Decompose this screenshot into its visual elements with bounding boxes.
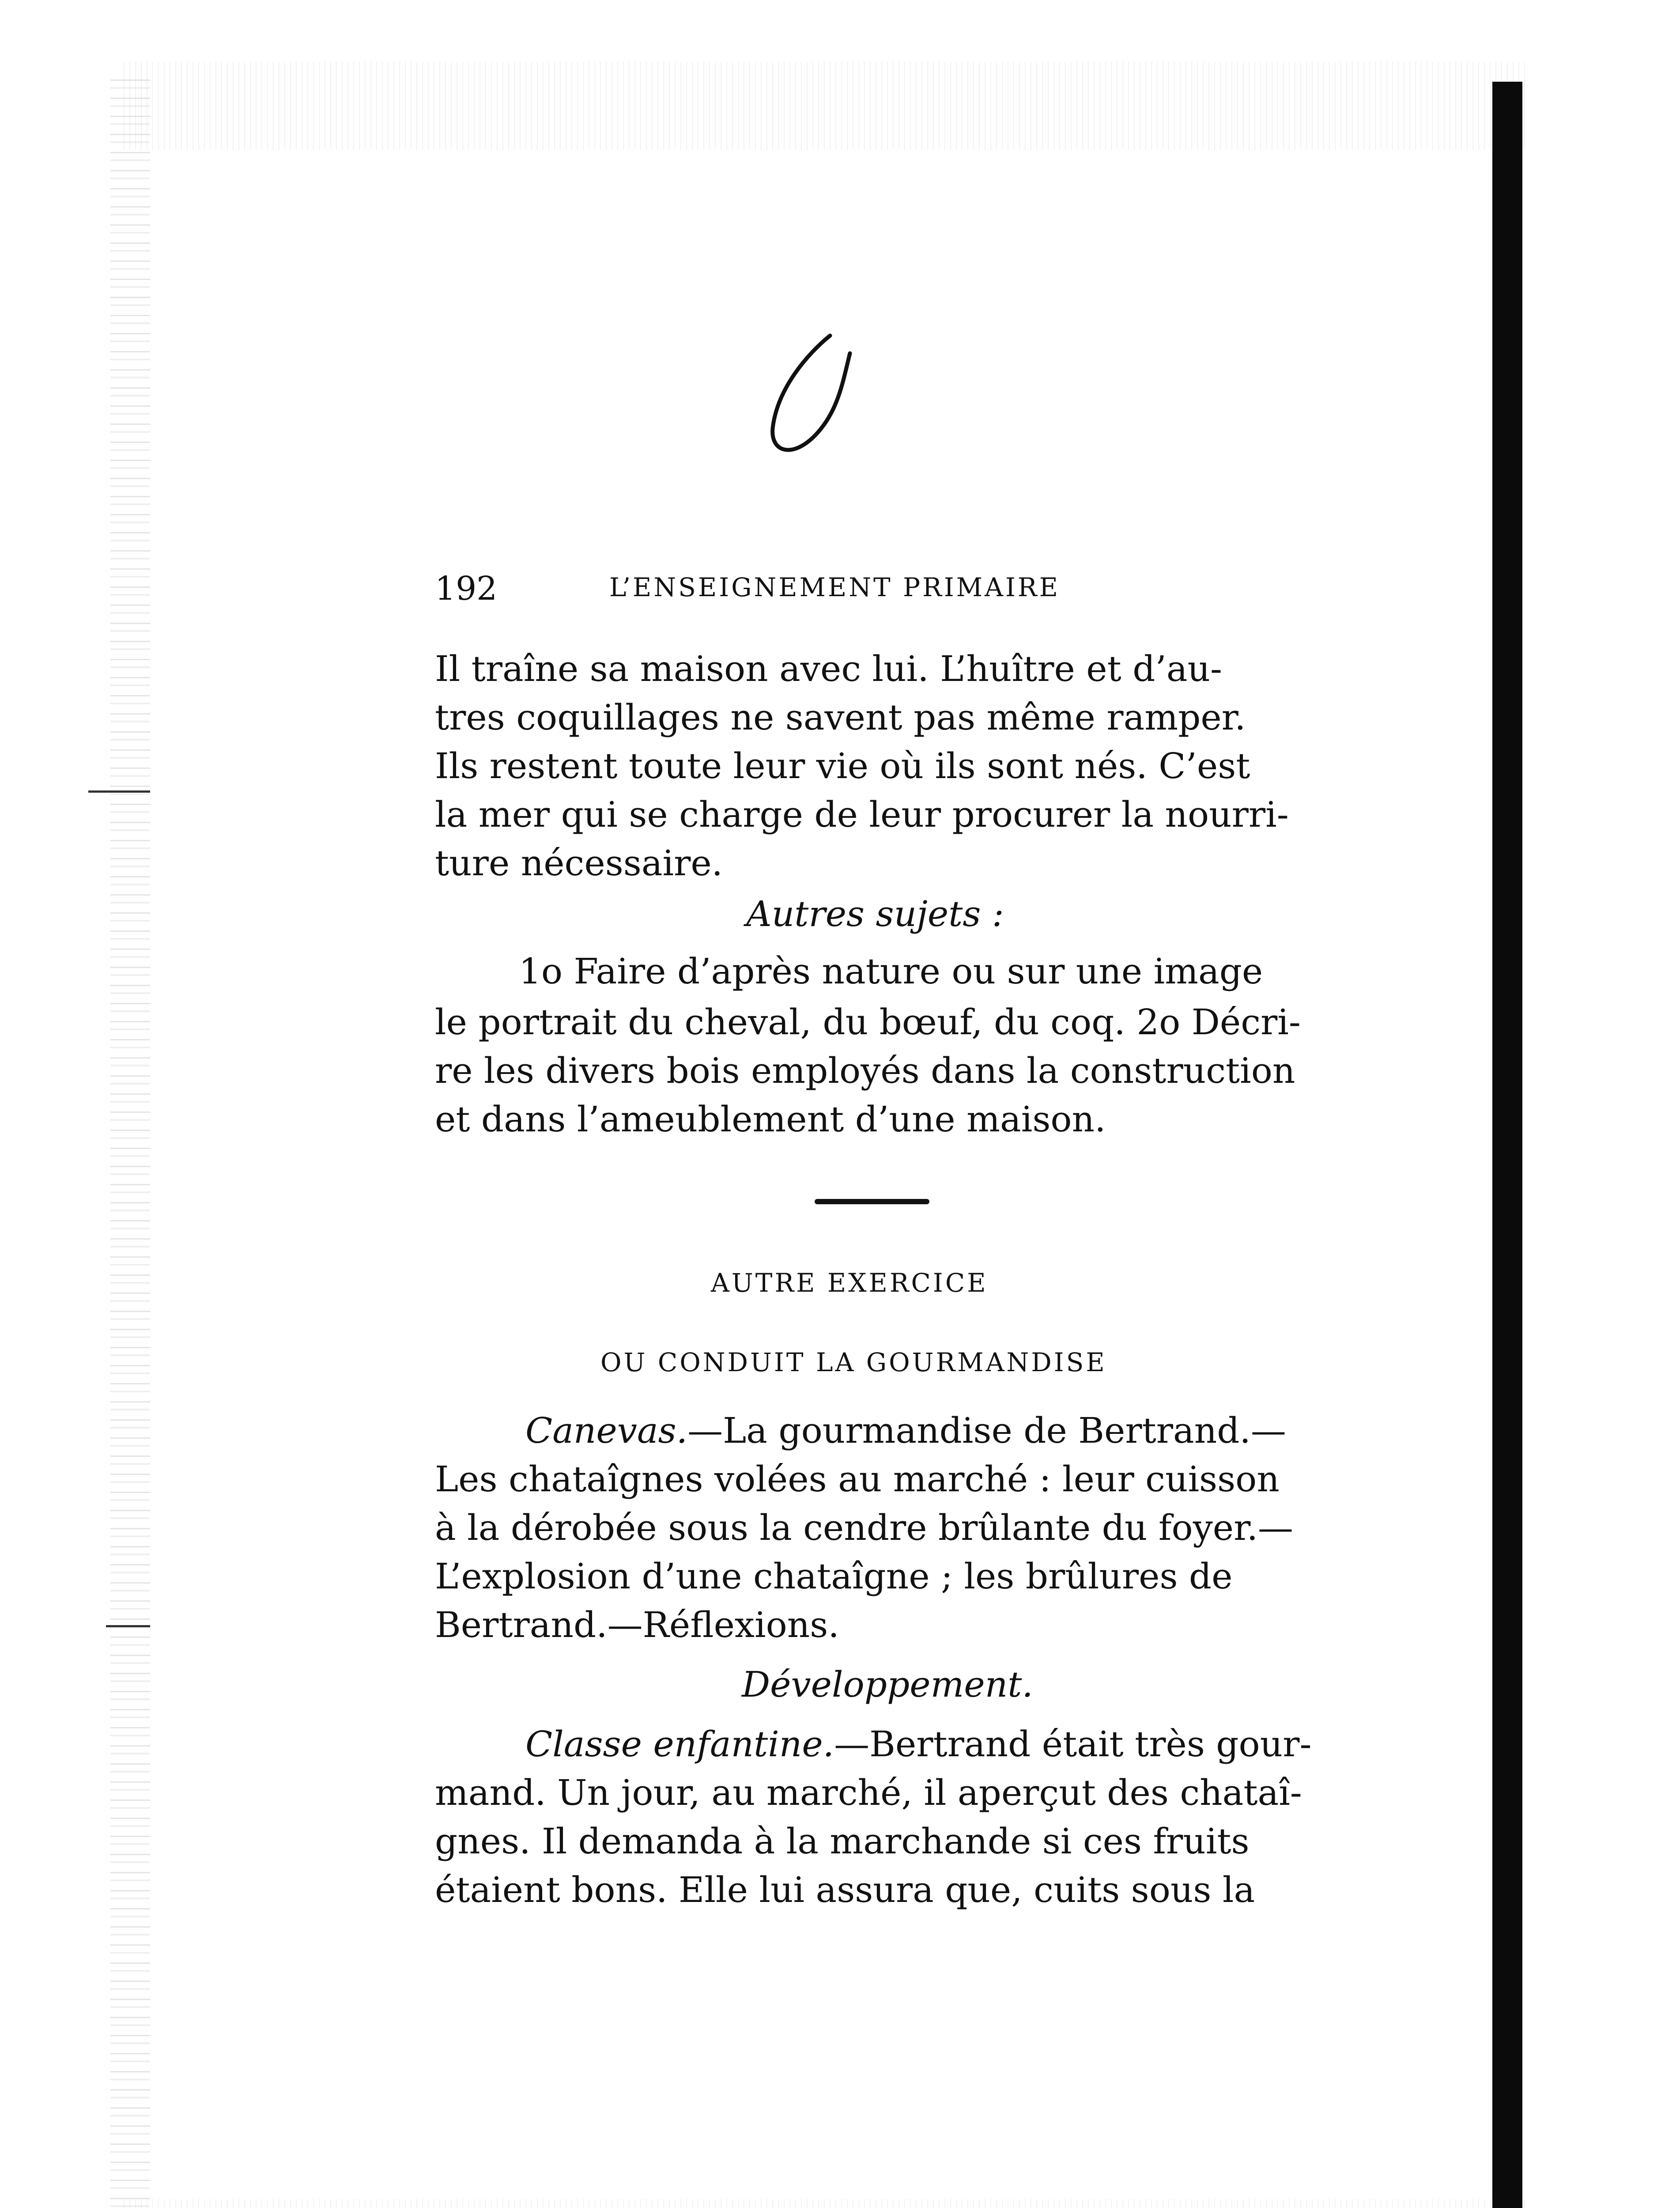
text-line	[525, 1406, 1391, 1455]
page-number: 192	[435, 570, 498, 608]
text-line: Il traîne sa maison avec lui. L’huître et d’au-	[435, 648, 1223, 689]
scan-tick-mark	[106, 1625, 150, 1627]
canevas-text: —La gourmandise de Bertrand.—	[687, 1410, 1286, 1451]
scan-border-left	[110, 79, 150, 2208]
text-line: étaient bons. Elle lui assura que, cuits sous la	[435, 1869, 1255, 1910]
text-line: Bertrand.—Réflexions.	[435, 1604, 839, 1645]
text-line: gnes. Il demanda à la marchande si ces fruits	[435, 1821, 1250, 1862]
section-rule	[815, 1199, 929, 1204]
text-line: la mer qui se charge de leur procurer la nourri-	[435, 794, 1289, 835]
section-subtitle: OU CONDUIT LA GOURMANDISE	[600, 1347, 1107, 1377]
section-title: AUTRE EXERCICE	[711, 1268, 988, 1298]
text-line: ture nécessaire.	[435, 843, 723, 884]
page-header	[435, 570, 1247, 609]
subheading-developpement: Développement.	[742, 1664, 1033, 1705]
scan-right-edge-bar	[1492, 82, 1522, 2208]
classe-label: Classe enfantine.	[525, 1724, 834, 1765]
text-line: tres coquillages ne savent pas même ramper.	[435, 697, 1246, 738]
running-head: L’ENSEIGNEMENT PRIMAIRE	[609, 572, 1060, 602]
classe-text: —Bertrand était très gour-	[834, 1724, 1312, 1765]
subheading-autres-sujets: Autres sujets :	[746, 893, 1004, 934]
text-line: et dans l’ameublement d’une maison.	[435, 1099, 1106, 1140]
scan-border-top	[124, 62, 1528, 150]
text-line: le portrait du cheval, du bœuf, du coq. 2o Décri-	[435, 1002, 1301, 1043]
handwritten-mark-icon	[755, 327, 861, 473]
text-line: mand. Un jour, au marché, il aperçut des chataî-	[435, 1772, 1302, 1813]
text-line: à la dérobée sous la cendre brûlante du foyer.—	[435, 1507, 1294, 1548]
text-line	[525, 1720, 1391, 1769]
text-line: re les divers bois employés dans la construction	[435, 1050, 1295, 1091]
text-line: 1o Faire d’après nature ou sur une image	[519, 951, 1263, 992]
canevas-label: Canevas.	[525, 1410, 688, 1451]
scan-border-bottom	[124, 2199, 1528, 2208]
scan-tick-mark	[88, 790, 150, 793]
text-line: Les chataîgnes volées au marché : leur cuisson	[435, 1459, 1280, 1500]
text-line: Ils restent toute leur vie où ils sont nés. C’est	[435, 745, 1250, 786]
text-line: L’explosion d’une chataîgne ; les brûlures de	[435, 1556, 1233, 1597]
